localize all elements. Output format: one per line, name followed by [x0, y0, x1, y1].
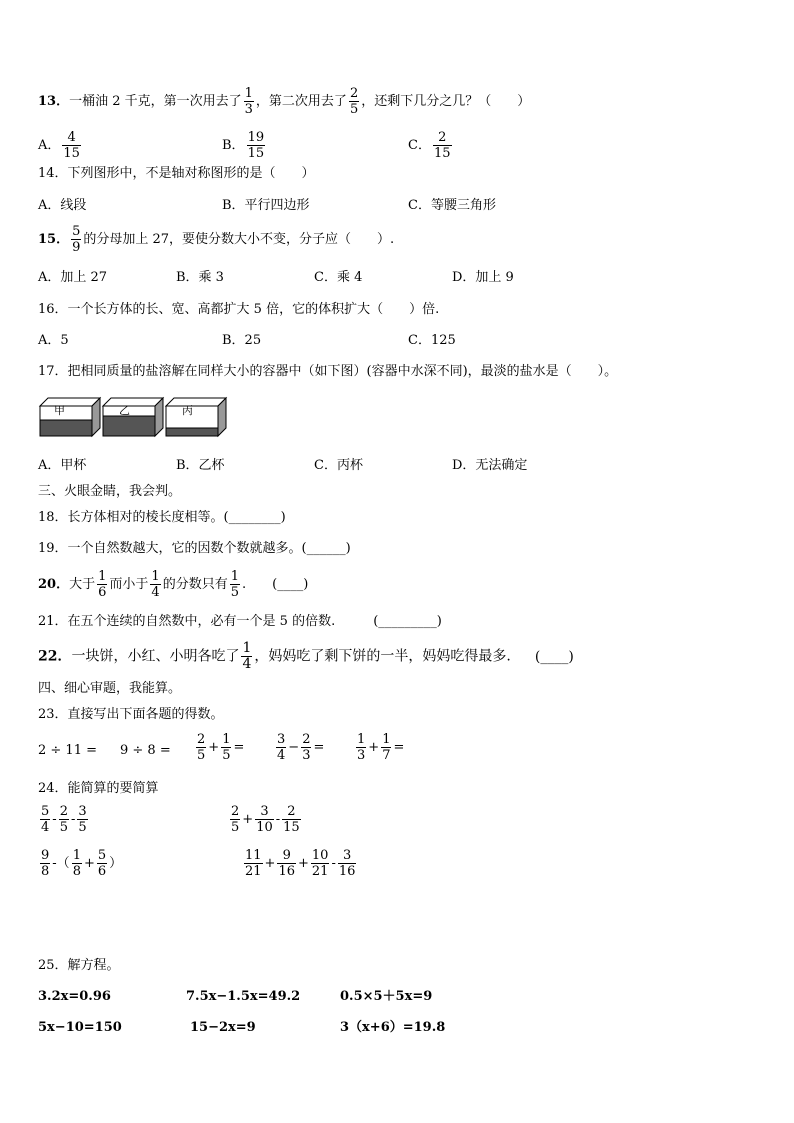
cup-label: 乙 — [119, 404, 130, 417]
question-23: 23．直接写出下面各题的得数。 — [38, 707, 224, 722]
fraction — [433, 130, 452, 161]
cup-label: 丙 — [182, 404, 193, 417]
option-label: A． — [38, 138, 61, 153]
numerator: 5 — [72, 224, 81, 239]
option-c[interactable] — [408, 130, 454, 161]
denominator: 5 — [230, 585, 239, 600]
equation: 15−2x=9 — [190, 1020, 256, 1035]
denominator: 5 — [78, 820, 87, 835]
calc-item: 9 ÷ 8 = — [120, 743, 171, 758]
question-20 — [38, 569, 308, 600]
cups-figure — [38, 396, 228, 444]
question-text: 的分数只有 — [162, 577, 228, 592]
equals-sign: = — [233, 740, 245, 755]
equals-sign: = — [393, 740, 405, 755]
operator: - — [70, 812, 76, 827]
question-text: 大于 — [69, 577, 96, 592]
question-text: 一桶油 2 千克，第一次用去了 — [69, 94, 242, 109]
answer-blank[interactable]: (____) — [272, 577, 309, 592]
denominator: 21 — [245, 864, 262, 879]
operator: + — [242, 812, 254, 827]
option-label: B． — [222, 138, 245, 153]
question-text: 而小于 — [109, 577, 149, 592]
fraction — [349, 86, 359, 117]
numerator: 1 — [357, 732, 366, 747]
question-text: ，妈妈吃了剩下饼的一半，妈妈吃得最多. — [254, 648, 511, 665]
denominator: 15 — [63, 146, 80, 161]
option-a[interactable]: A．加上 27 — [38, 270, 108, 285]
numerator: 1 — [72, 848, 81, 863]
denominator: 5 — [59, 820, 68, 835]
question-17: 17．把相同质量的盐溶解在同样大小的容器中（如下图）(容器中水深不同)，最淡的盐水是（ ）。 — [38, 364, 618, 379]
numerator: 3 — [260, 804, 269, 819]
denominator: 5 — [349, 102, 359, 117]
denominator: 16 — [338, 864, 356, 879]
expression-4 — [242, 848, 358, 879]
question-text: ，第二次用去了 — [255, 94, 347, 109]
fraction — [62, 130, 81, 161]
numerator: 9 — [41, 848, 50, 863]
numerator: 2 — [302, 732, 311, 747]
question-number: 20． — [38, 577, 70, 592]
option-c[interactable]: C．乘 4 — [314, 270, 363, 285]
numerator: 5 — [97, 848, 107, 863]
cup-label: 甲 — [54, 404, 65, 417]
denominator: 15 — [433, 146, 451, 161]
option-b[interactable]: B．乙杯 — [176, 458, 225, 473]
calc-item — [194, 732, 244, 763]
operator: -（ — [52, 856, 70, 871]
option-b[interactable]: B．25 — [222, 333, 262, 348]
option-b[interactable]: B．平行四边形 — [222, 198, 310, 213]
numerator: 2 — [287, 804, 296, 819]
denominator: 3 — [357, 748, 366, 763]
denominator: 8 — [72, 864, 81, 879]
fraction — [97, 569, 107, 600]
option-b[interactable]: B．乘 3 — [176, 270, 224, 285]
fraction — [244, 86, 254, 117]
option-b[interactable] — [222, 130, 267, 161]
numerator: 1 — [151, 569, 160, 584]
denominator: 4 — [151, 585, 160, 600]
numerator: 2 — [197, 732, 206, 747]
cup-jia — [40, 398, 100, 436]
denominator: 4 — [242, 656, 252, 672]
option-a[interactable]: A．线段 — [38, 198, 87, 213]
operator: − — [288, 740, 300, 755]
denominator: 21 — [311, 864, 329, 879]
denominator: 8 — [41, 864, 50, 879]
denominator: 9 — [72, 240, 81, 255]
question-19 — [38, 540, 351, 558]
question-text: 21．在五个连续的自然数中，必有一个是 5 的倍数. — [38, 614, 336, 629]
numerator: 4 — [67, 130, 76, 145]
option-a[interactable]: A．5 — [38, 333, 69, 348]
numerator: 19 — [247, 130, 265, 145]
option-c[interactable]: C．等腰三角形 — [408, 198, 496, 213]
denominator: 7 — [382, 748, 391, 763]
question-25: 25．解方程。 — [38, 958, 120, 973]
calc-item — [274, 732, 324, 763]
question-22 — [38, 641, 574, 672]
denominator: 3 — [302, 748, 311, 763]
operator: ） — [109, 856, 123, 871]
operator: - — [275, 812, 281, 827]
numerator: 1 — [230, 569, 239, 584]
question-text: 的分母加上 27，要使分数大小不变，分子应（ ）. — [83, 232, 395, 247]
equation: 5x−10=150 — [38, 1020, 122, 1035]
numerator: 1 — [98, 569, 107, 584]
operator: + — [368, 740, 380, 755]
denominator: 15 — [283, 820, 300, 835]
numerator: 3 — [78, 804, 87, 819]
denominator: 5 — [231, 820, 240, 835]
cup-bing — [166, 398, 226, 436]
question-15 — [38, 224, 394, 255]
numerator: 11 — [245, 848, 262, 863]
option-d[interactable]: D．加上 9 — [452, 270, 514, 285]
denominator: 4 — [277, 748, 286, 763]
expression-2 — [228, 804, 303, 835]
question-13 — [38, 86, 530, 117]
operator: - — [52, 812, 57, 827]
expression-1 — [38, 804, 90, 835]
numerator: 9 — [282, 848, 291, 863]
operator: + — [83, 856, 95, 871]
fraction — [230, 569, 240, 600]
denominator: 6 — [97, 864, 107, 879]
equals-sign: = — [313, 740, 325, 755]
question-number: 13． — [38, 94, 70, 109]
question-24: 24．能简算的要简算 — [38, 781, 159, 796]
numerator: 1 — [242, 640, 252, 656]
equation: 7.5x−1.5x=49.2 — [186, 989, 301, 1004]
fraction — [71, 224, 81, 255]
denominator: 5 — [197, 748, 206, 763]
numerator: 10 — [311, 848, 329, 863]
cup-yi — [103, 398, 163, 436]
option-c[interactable]: C．125 — [408, 333, 456, 348]
fraction — [150, 569, 160, 600]
option-a[interactable] — [38, 130, 83, 161]
operator: + — [298, 856, 309, 871]
expression-3 — [38, 848, 122, 879]
fraction — [241, 641, 252, 672]
question-number: 22． — [38, 648, 72, 665]
question-number: 15． — [38, 232, 70, 247]
numerator: 1 — [244, 86, 253, 101]
answer-blank[interactable]: (________) — [223, 510, 286, 525]
denominator: 16 — [278, 864, 295, 879]
denominator: 3 — [244, 102, 253, 117]
question-18 — [38, 509, 286, 527]
equation: 3（x+6）=19.8 — [340, 1020, 446, 1035]
numerator: 1 — [382, 732, 391, 747]
section-heading: 三、火眼金睛，我会判。 — [38, 484, 182, 499]
denominator: 4 — [41, 820, 50, 835]
question-text: ，还剩下几分之几？（ ） — [361, 94, 531, 109]
numerator: 3 — [342, 848, 352, 863]
question-text: 一块饼，小红、小明各吃了 — [71, 648, 240, 665]
fraction — [247, 130, 266, 161]
operator: + — [264, 856, 276, 871]
numerator: 2 — [59, 804, 68, 819]
calc-item — [354, 732, 404, 763]
numerator: 5 — [41, 804, 50, 819]
option-a[interactable]: A．甲杯 — [38, 458, 87, 473]
answer-blank[interactable]: (_________) — [373, 614, 442, 629]
denominator: 6 — [98, 585, 107, 600]
question-text: 18．长方体相对的棱长度相等。 — [38, 510, 224, 525]
question-21 — [38, 613, 442, 631]
question-16: 16．一个长方体的长、宽、高都扩大 5 倍，它的体积扩大（ ）倍. — [38, 302, 440, 317]
option-c[interactable]: C．丙杯 — [314, 458, 363, 473]
numerator: 1 — [222, 732, 231, 747]
operator: + — [208, 740, 220, 755]
equation: 3.2x=0.96 — [38, 989, 111, 1004]
section-heading: 四、细心审题，我能算。 — [38, 681, 182, 696]
denominator: 10 — [256, 820, 273, 835]
answer-blank[interactable]: (______) — [301, 541, 351, 556]
question-14: 14．下列图形中，不是轴对称图形的是（ ） — [38, 166, 315, 181]
numerator: 3 — [277, 732, 286, 747]
question-text: 19．一个自然数越大，它的因数个数就越多。 — [38, 541, 302, 556]
numerator: 2 — [349, 86, 359, 101]
equation: 0.5×5＋5x=9 — [340, 989, 433, 1004]
denominator: 5 — [222, 748, 231, 763]
answer-blank[interactable]: (____) — [534, 648, 574, 665]
numerator: 2 — [231, 804, 240, 819]
operator: - — [331, 856, 336, 871]
option-label: C． — [408, 138, 431, 153]
question-text: . — [241, 577, 247, 592]
numerator: 2 — [438, 130, 447, 145]
option-d[interactable]: D．无法确定 — [452, 458, 528, 473]
denominator: 15 — [247, 146, 265, 161]
calc-item: 2 ÷ 11 = — [38, 743, 97, 758]
